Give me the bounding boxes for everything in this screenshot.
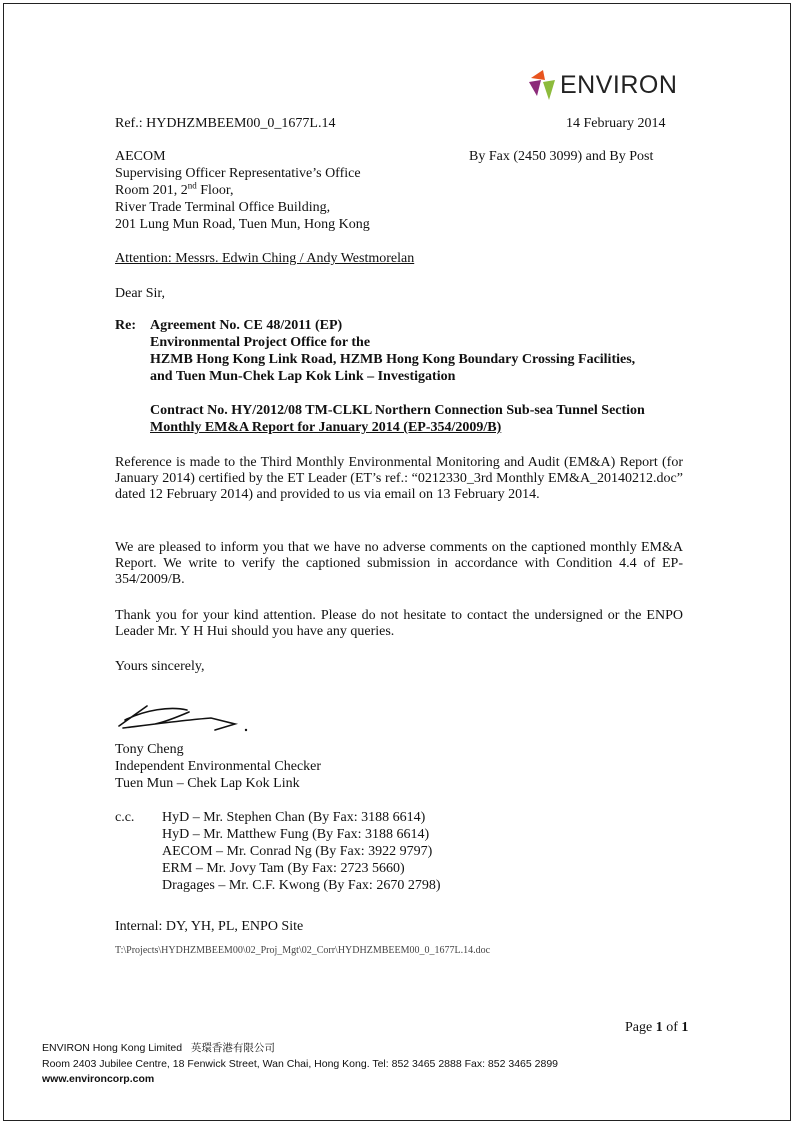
page-number: Page 1 of 1	[625, 1020, 689, 1035]
re-label: Re:	[115, 318, 136, 333]
salutation: Dear Sir,	[115, 286, 165, 301]
cc-label: c.c.	[115, 810, 135, 825]
signatory-title: Independent Environmental Checker	[115, 759, 322, 774]
contract-line: Contract No. HY/2012/08 TM-CLKL Northern Connection Sub-sea Tunnel Section	[150, 403, 645, 418]
body-paragraph-1: Reference is made to the Third Monthly Environmental Monitoring and Audit (EM&A) Report (for January 2014) certified by the ET Leader (ET’s ref.: “0212330_3rd Monthly EM&A_20140212.doc” dated 12 February 2014) and provided to us via email on 13 February 2014.	[115, 455, 683, 502]
closing: Yours sincerely,	[115, 659, 205, 674]
recipient-room: Room 201, 2nd Floor,	[115, 180, 234, 198]
recipient-office: Supervising Officer Representative’s Office	[115, 166, 361, 181]
handwritten-signature	[115, 700, 255, 736]
subject-line-2: Environmental Project Office for the	[150, 335, 371, 350]
subject-line-3: HZMB Hong Kong Link Road, HZMB Hong Kong Boundary Crossing Facilities,	[150, 352, 636, 367]
delivery-method: By Fax (2450 3099) and By Post	[469, 149, 654, 164]
subject-line-1: Agreement No. CE 48/2011 (EP)	[150, 318, 343, 333]
recipient-street: 201 Lung Mun Road, Tuen Mun, Hong Kong	[115, 217, 370, 232]
cc-item: Dragages – Mr. C.F. Kwong (By Fax: 2670 2798)	[162, 878, 441, 893]
body-paragraph-3: Thank you for your kind attention. Please do not hesitate to contact the undersigned or the ENPO Leader Mr. Y H Hui should you have any queries.	[115, 608, 683, 639]
recipient-building: River Trade Terminal Office Building,	[115, 200, 331, 215]
body-paragraph-2: We are pleased to inform you that we have no adverse comments on the captioned monthly EM&A Report. We write to verify the captioned submission in accordance with Condition 4.4 of EP-354/2009/B.	[115, 540, 683, 587]
attention-line: Attention: Messrs. Edwin Ching / Andy Westmorelan	[115, 251, 415, 266]
recipient-company: AECOM	[115, 149, 166, 164]
signatory-name: Tony Cheng	[115, 742, 184, 757]
footer-company: ENVIRON Hong Kong Limited 英環香港有限公司	[42, 1042, 275, 1054]
reference-number: Ref.: HYDHZMBEEM00_0_1677L.14	[115, 116, 336, 131]
footer-website[interactable]: www.environcorp.com	[42, 1073, 155, 1085]
footer-address: Room 2403 Jubilee Centre, 18 Fenwick Street, Wan Chai, Hong Kong. Tel: 852 3465 2888 Fax: 852 3465 2899	[42, 1058, 558, 1070]
letter-date: 14 February 2014	[566, 116, 666, 131]
subject-line-4: and Tuen Mun-Chek Lap Kok Link – Investigation	[150, 369, 456, 384]
signatory-project: Tuen Mun – Chek Lap Kok Link	[115, 776, 300, 791]
cc-item: ERM – Mr. Jovy Tam (By Fax: 2723 5660)	[162, 861, 405, 876]
internal-distribution: Internal: DY, YH, PL, ENPO Site	[115, 919, 304, 934]
cc-item: HyD – Mr. Stephen Chan (By Fax: 3188 6614)	[162, 810, 426, 825]
cc-item: HyD – Mr. Matthew Fung (By Fax: 3188 6614)	[162, 827, 430, 842]
environ-logo-icon	[527, 68, 559, 102]
cc-item: AECOM – Mr. Conrad Ng (By Fax: 3922 9797)	[162, 844, 433, 859]
logo-wordmark: ENVIRON	[560, 71, 678, 99]
report-line: Monthly EM&A Report for January 2014 (EP-354/2009/B)	[150, 420, 502, 435]
file-path: T:\Projects\HYDHZMBEEM00\02_Proj_Mgt\02_Corr\HYDHZMBEEM00_0_1677L.14.doc	[115, 945, 491, 956]
